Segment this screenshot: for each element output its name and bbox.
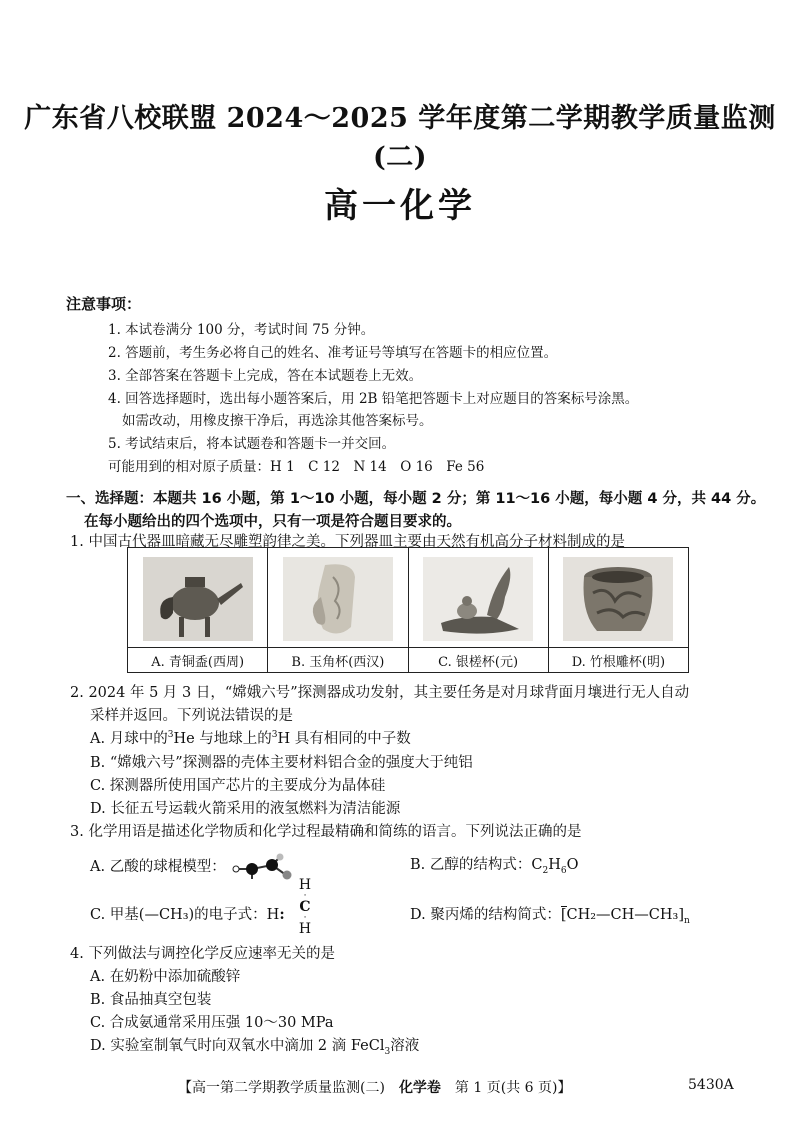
option-a-caption: A. 青铜盉(西周) bbox=[128, 648, 268, 673]
option-c-caption: C. 银槎杯(元) bbox=[408, 648, 548, 673]
question-3-option-b: B. 乙醇的结构式：$C_2H_6O$ bbox=[410, 857, 579, 876]
note-item: 5. 考试结束后，将本试题卷和答题卡一并交回。 bbox=[108, 436, 396, 452]
note-item: 如需改动，用橡皮擦干净后，再选涂其他答案标号。 bbox=[122, 413, 433, 429]
question-3-stem: 3. 化学用语是描述化学物质和化学过程最精确和简练的语言。下列说法正确的是 bbox=[70, 824, 582, 840]
question-4-option-a: A. 在奶粉中添加硫酸锌 bbox=[90, 969, 241, 985]
notes-heading: 注意事项： bbox=[66, 295, 142, 313]
silver-cup-image bbox=[408, 548, 548, 648]
note-item: 4. 回答选择题时，选出每小题答案后，用 2B 铅笔把答题卡上对应题目的答案标号涂黑。 bbox=[108, 391, 639, 407]
question-4-option-c: C. 合成氨通常采用压强 10～30 MPa bbox=[90, 1015, 334, 1031]
option-b-caption: B. 玉角杯(西汉) bbox=[268, 648, 408, 673]
note-item: 1. 本试卷满分 100 分，考试时间 75 分钟。 bbox=[108, 322, 375, 338]
question-3-option-d: D. 聚丙烯的结构简式：$[CH_2—CH—CH_3]_n$ bbox=[410, 907, 690, 926]
jade-cup-image bbox=[268, 548, 408, 648]
question-3-option-a: A. 乙酸的球棍模型： bbox=[90, 853, 296, 881]
exam-code: 5430A bbox=[688, 1077, 734, 1093]
bronze-vessel-image bbox=[128, 548, 268, 648]
section-header: 一、选择题：本题共 16 小题，第 1～10 小题，每小题 2 分；第 11～16 小题，每小题 4 分，共 44 分。 bbox=[66, 491, 766, 507]
question-1-stem: 1. 中国古代器皿暗藏无尽雕塑韵律之美。下列器皿主要由天然有机高分子材料制成的是 bbox=[70, 534, 625, 550]
question-2-option-a: A. 月球中的$^3$He 与地球上的$^3$H 具有相同的中子数 bbox=[90, 730, 411, 747]
question-4-option-b: B. 食品抽真空包装 bbox=[90, 992, 212, 1008]
question-4-stem: 4. 下列做法与调控化学反应速率无关的是 bbox=[70, 946, 335, 962]
option-d-caption: D. 竹根雕杯(明) bbox=[548, 648, 688, 673]
note-item: 2. 答题前，考生务必将自己的姓名、准考证号等填写在答题卡的相应位置。 bbox=[108, 345, 558, 361]
methyl-electron-formula: H · C · H bbox=[298, 877, 312, 937]
acetic-acid-ball-stick-model bbox=[230, 853, 296, 881]
question-2-stem: 2. 2024 年 5 月 3 日，“嫦娥六号”探测器成功发射，其主要任务是对月球背面月壤进行无人自动 bbox=[70, 685, 690, 701]
exam-title: 广东省八校联盟 2024～2025 学年度第二学期教学质量监测(二) bbox=[24, 103, 776, 173]
section-instruction: 在每小题给出的四个选项中，只有一项是符合题目要求的。 bbox=[84, 514, 461, 530]
note-item: 3. 全部答案在答题卡上完成，答在本试题卷上无效。 bbox=[108, 368, 423, 384]
exam-subject: 高一化学 bbox=[324, 186, 476, 226]
question-2-stem-cont: 采样并返回。下列说法错误的是 bbox=[90, 708, 293, 724]
question-1-table bbox=[127, 547, 689, 673]
page-footer: 【高一第二学期教学质量监测(二) 化学卷 第 1 页(共 6 页)】 bbox=[178, 1080, 572, 1096]
question-2-option-c: C. 探测器所使用国产芯片的主要成分为晶体硅 bbox=[90, 778, 386, 794]
atomic-masses: 可能用到的相对原子质量：H 1 C 12 N 14 O 16 Fe 56 bbox=[108, 459, 485, 475]
bamboo-root-cup-image bbox=[548, 548, 688, 648]
question-4-option-d: D. 实验室制氧气时向双氧水中滴加 2 滴 FeCl$_3$溶液 bbox=[90, 1038, 420, 1057]
question-3-option-c: C. 甲基(—CH₃)的电子式：H: bbox=[90, 906, 285, 923]
question-2-option-b: B. “嫦娥六号”探测器的壳体主要材料铝合金的强度大于纯铝 bbox=[90, 755, 473, 771]
question-2-option-d: D. 长征五号运载火箭采用的液氢燃料为清洁能源 bbox=[90, 801, 401, 817]
